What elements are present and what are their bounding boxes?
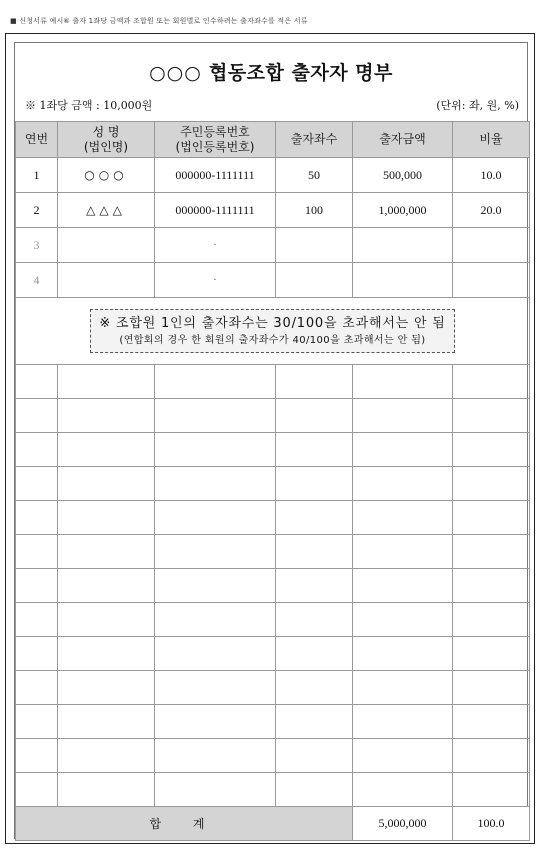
table-row — [16, 193, 530, 228]
table-row — [16, 228, 530, 263]
document-title — [15, 58, 527, 85]
empty-table-row — [16, 467, 530, 501]
empty-table-row — [16, 603, 530, 637]
cell-no: 3 — [16, 228, 58, 263]
notice-main-text: ※ 조합원 1인의 출자좌수는 30/100을 초과해서는 안 됨 — [99, 316, 446, 331]
empty-table-row — [16, 671, 530, 705]
cell-amount — [353, 228, 453, 263]
cell-shares: 50 — [276, 158, 353, 193]
notice-sub-text: (연합회의 경우 한 회원의 출자좌수가 40/100을 초과해서는 안 됨) — [119, 335, 426, 346]
empty-table-row — [16, 739, 530, 773]
table-row — [16, 158, 530, 193]
notice-box — [90, 309, 454, 353]
empty-table-row — [16, 569, 530, 603]
total-label: 합 계 — [16, 807, 353, 841]
empty-table-row — [16, 433, 530, 467]
header-ratio: 비율 — [453, 122, 530, 158]
cell-name — [58, 228, 155, 263]
unit-price-note: ※ 1좌당 금액 : 10,000원 — [25, 99, 153, 112]
cell-name: △△△ — [58, 193, 155, 228]
empty-table-row — [16, 501, 530, 535]
header-name-line1: 성 명 — [92, 124, 120, 139]
cell-regno: 000000-1111111 — [155, 158, 276, 193]
notice-row — [16, 298, 530, 365]
table-header-row — [16, 122, 530, 158]
document-caption: ■ 신청서류 예시⑥ 출자 1좌당 금액과 조합원 또는 회원별로 인수하려는 출자좌수를 적은 서류 — [10, 17, 308, 25]
total-amount: 5,000,000 — [353, 807, 453, 841]
total-row — [16, 807, 530, 841]
cell-shares — [276, 228, 353, 263]
header-shares: 출자좌수 — [276, 122, 353, 158]
empty-table-row — [16, 773, 530, 807]
cell-name — [58, 263, 155, 298]
title-text: 협동조합 출자자 명부 — [208, 62, 393, 84]
header-no: 연번 — [16, 122, 58, 158]
header-amount: 출자금액 — [353, 122, 453, 158]
cell-regno: · — [155, 263, 276, 298]
table-row — [16, 263, 530, 298]
empty-table-row — [16, 637, 530, 671]
cell-regno: · — [155, 228, 276, 263]
header-regno — [155, 122, 276, 158]
cell-shares — [276, 263, 353, 298]
unit-note: (단위: 좌, 원, %) — [436, 99, 519, 112]
document-frame — [5, 33, 535, 844]
empty-table-row — [16, 365, 530, 399]
cell-ratio — [453, 263, 530, 298]
cell-no: 1 — [16, 158, 58, 193]
cell-amount — [353, 263, 453, 298]
empty-table-row — [16, 399, 530, 433]
cell-amount: 1,000,000 — [353, 193, 453, 228]
cell-shares: 100 — [276, 193, 353, 228]
cell-amount: 500,000 — [353, 158, 453, 193]
total-ratio: 100.0 — [453, 807, 530, 841]
header-name-line2: (법인명) — [83, 139, 129, 154]
header-regno-line1: 주민등록번호 — [180, 124, 250, 139]
cell-name: ○○○ — [58, 158, 155, 193]
notice-cell — [16, 298, 530, 365]
empty-table-row — [16, 705, 530, 739]
cell-ratio: 10.0 — [453, 158, 530, 193]
empty-table-row — [16, 535, 530, 569]
investor-roster-table — [15, 121, 530, 841]
cell-regno: 000000-1111111 — [155, 193, 276, 228]
header-name — [58, 122, 155, 158]
header-regno-line2: (법인등록번호) — [175, 139, 255, 154]
document-inner-frame — [14, 42, 528, 839]
cell-ratio: 20.0 — [453, 193, 530, 228]
cell-no: 4 — [16, 263, 58, 298]
cell-ratio — [453, 228, 530, 263]
cell-no: 2 — [16, 193, 58, 228]
title-placeholder-circles: ○○○ — [149, 62, 202, 84]
